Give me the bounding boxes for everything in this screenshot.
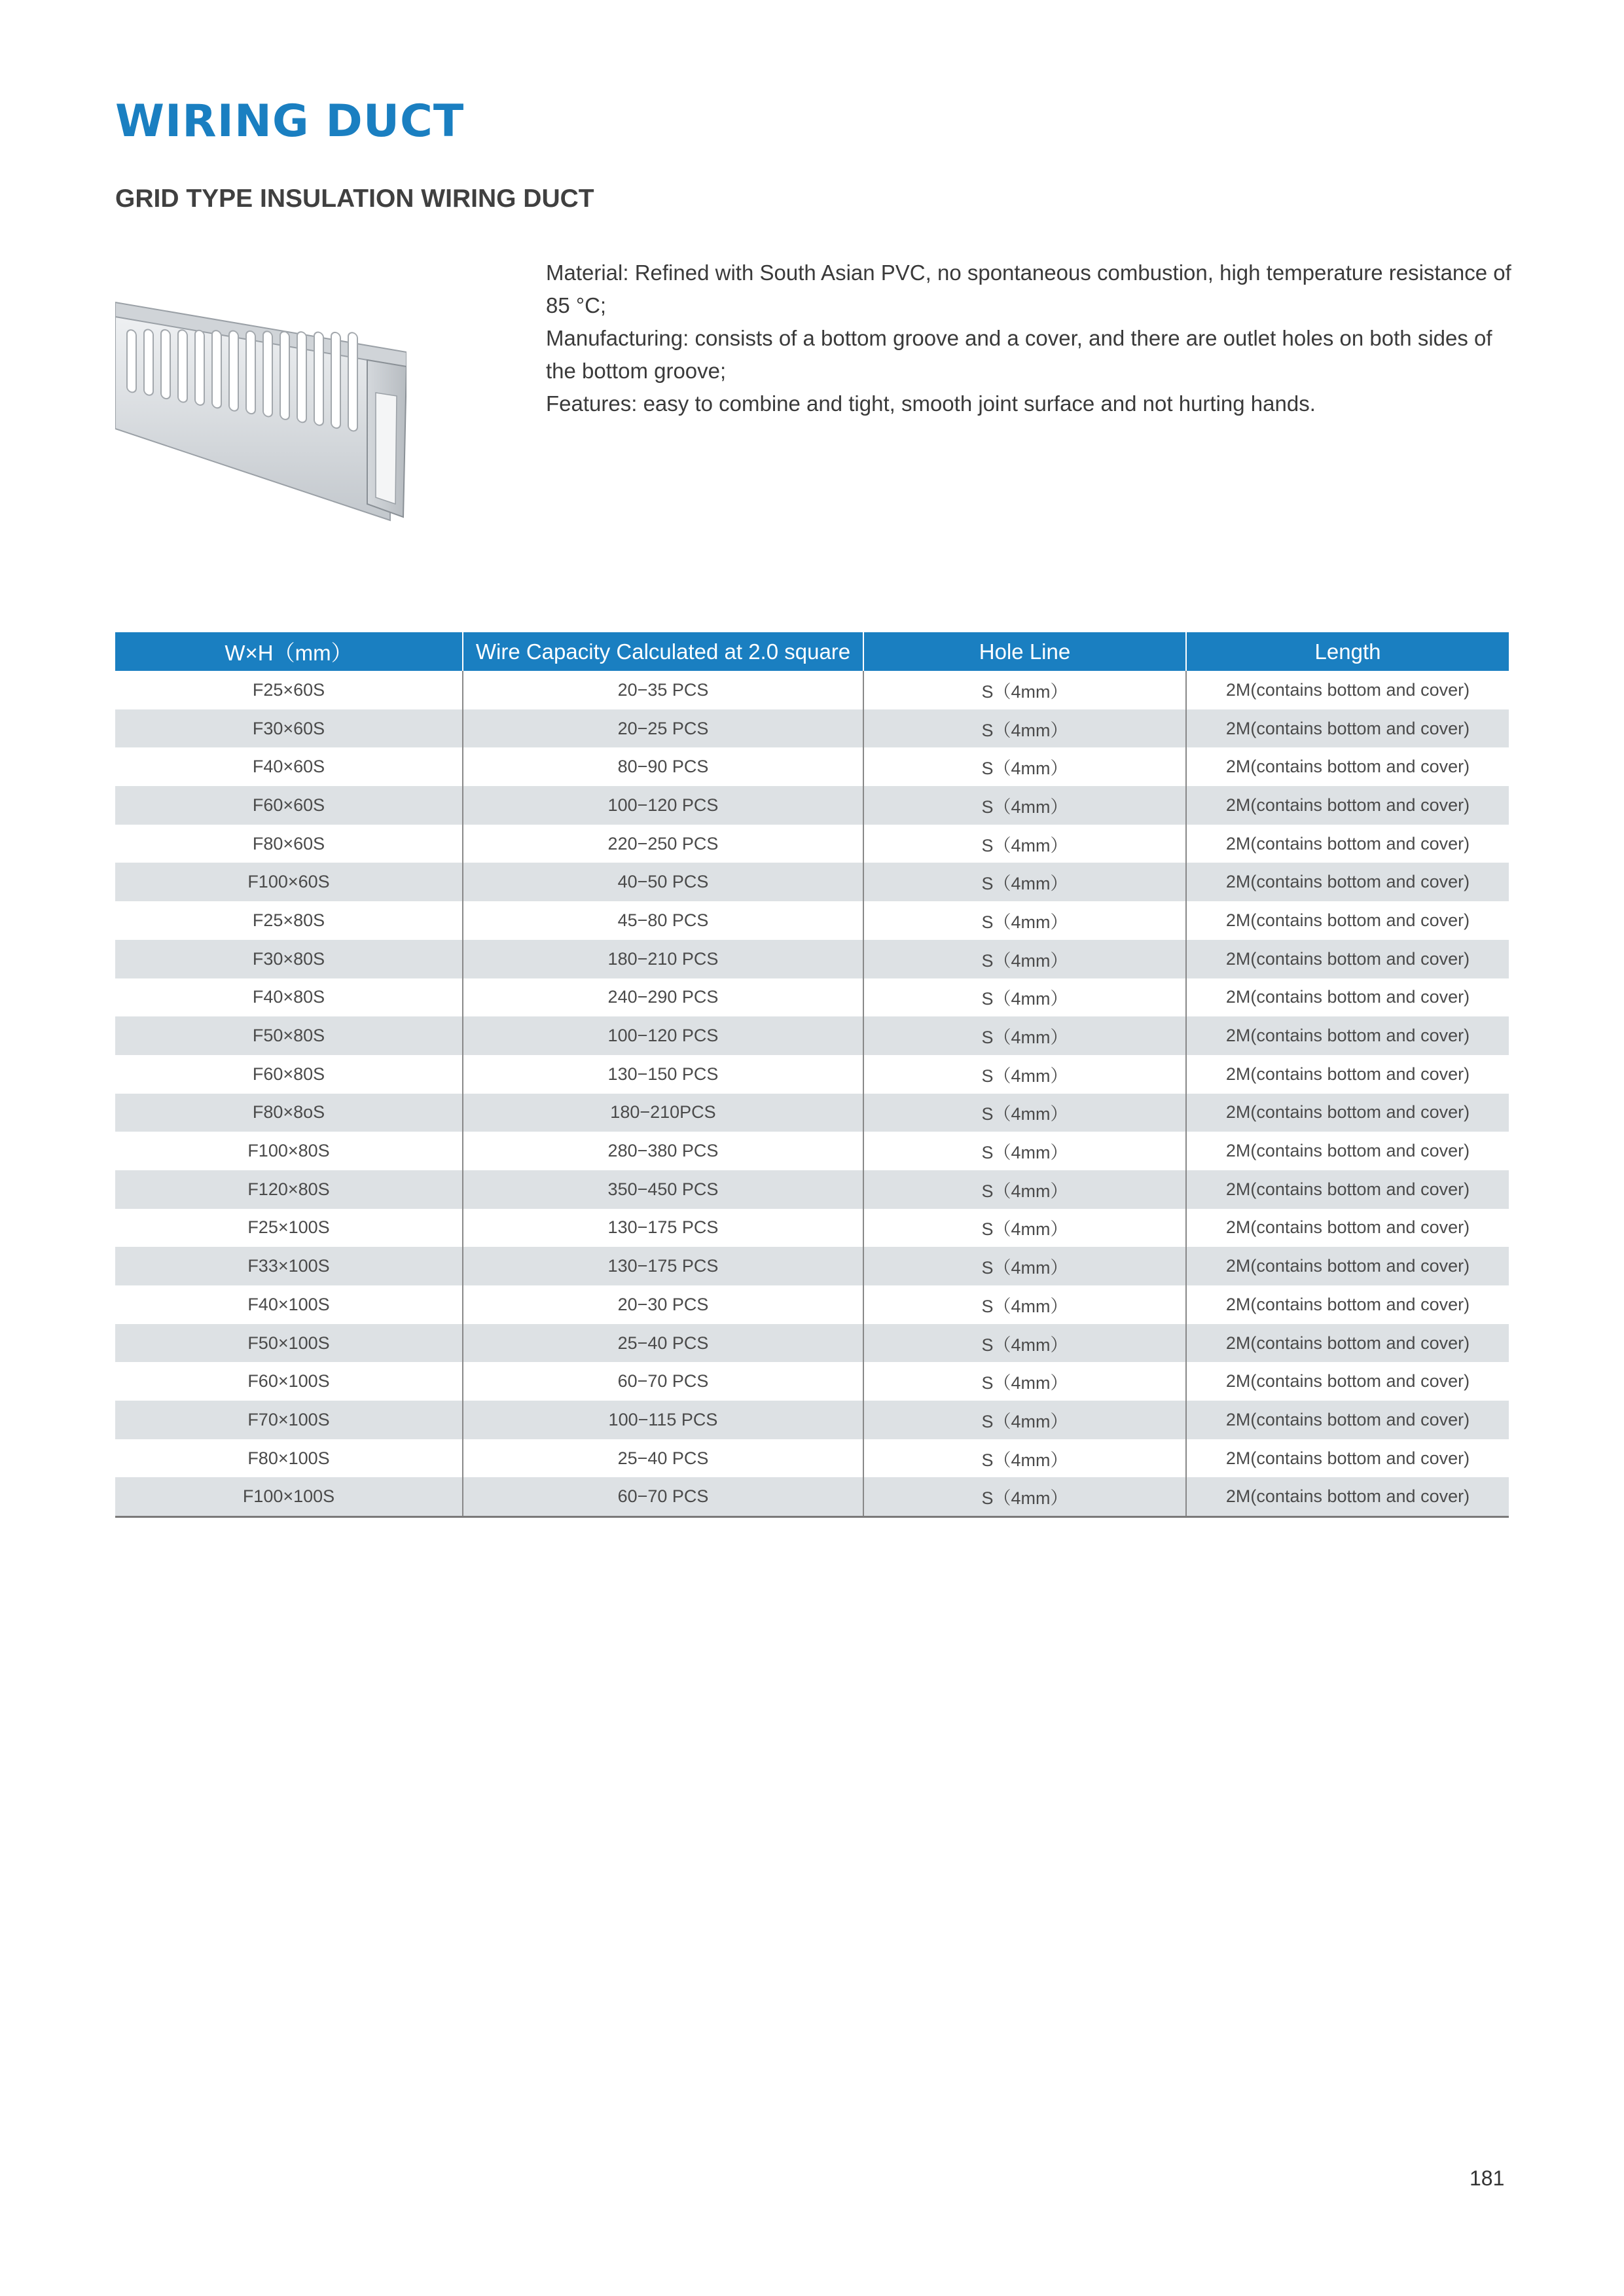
- cell-size: F80×100S: [247, 1448, 330, 1468]
- cell-length: 2M(contains bottom and cover): [1186, 747, 1509, 786]
- cell-wire-capacity: 180−210PCS: [463, 1094, 863, 1132]
- cell-hole-line: S（4mm）: [863, 1439, 1186, 1478]
- cell-size: F50×100S: [115, 1324, 463, 1363]
- cell-size: F30×80S: [115, 940, 463, 978]
- cell-wire-capacity: 100−120 PCS: [463, 786, 863, 825]
- cell-length: 2M(contains bottom and cover): [1186, 1209, 1509, 1247]
- cell-size: F40×60S: [252, 757, 325, 777]
- table-row: [115, 940, 1509, 978]
- cell-hole-line: S（4mm）: [863, 671, 1186, 709]
- cell-wire-capacity: 40−50 PCS: [463, 863, 863, 901]
- header-wire-capacity: Wire Capacity Calculated at 2.0 square: [463, 632, 863, 671]
- cell-size: F80×60S: [252, 833, 325, 853]
- table-row: [115, 1094, 1509, 1132]
- wiring-duct-image: [115, 288, 406, 524]
- cell-hole-line: S（4mm）: [863, 1094, 1186, 1132]
- cell-size: F100×60S: [115, 863, 463, 901]
- cell-wire-capacity: 100−115 PCS: [463, 1401, 863, 1439]
- cell-length: 2M(contains bottom and cover): [1186, 940, 1509, 978]
- cell-wire-capacity: 130−175 PCS: [463, 1247, 863, 1285]
- table-row: [115, 1209, 1509, 1247]
- table-row: [115, 1016, 1509, 1055]
- cell-wire-capacity: 240−290 PCS: [463, 978, 863, 1017]
- table-row: [115, 1055, 1509, 1094]
- table-row: [115, 863, 1509, 901]
- table-row: [115, 825, 1509, 863]
- cell-hole-line: S（4mm）: [863, 863, 1186, 901]
- cell-hole-line: S（4mm）: [863, 1362, 1186, 1401]
- material-text: Material: Refined with South Asian PVC, no spontaneous combustion, high temperature resistance of 85 °C;: [546, 260, 1511, 317]
- cell-wire-capacity: 130−150 PCS: [463, 1055, 863, 1094]
- cell-length: 2M(contains bottom and cover): [1186, 1401, 1509, 1439]
- cell-size: F80×8oS: [115, 1094, 463, 1132]
- cell-size: F40×100S: [247, 1294, 330, 1314]
- cell-wire-capacity: 25−40 PCS: [463, 1324, 863, 1363]
- cell-wire-capacity: 20−30 PCS: [463, 1285, 863, 1324]
- cell-size: F100×100S: [115, 1477, 463, 1516]
- cell-length: 2M(contains bottom and cover): [1186, 1362, 1509, 1401]
- cell-hole-line: S（4mm）: [863, 1209, 1186, 1247]
- cell-hole-line: S（4mm）: [863, 978, 1186, 1017]
- table-row: [115, 1439, 1509, 1478]
- header-size: W×H（mm）: [115, 632, 463, 671]
- table-row: [115, 1324, 1509, 1363]
- cell-wire-capacity: 130−175 PCS: [463, 1209, 863, 1247]
- cell-size: F33×100S: [115, 1247, 463, 1285]
- table-row: [115, 709, 1509, 748]
- cell-size: F25×80S: [252, 910, 325, 930]
- cell-wire-capacity: 25−40 PCS: [463, 1439, 863, 1478]
- cell-hole-line: S（4mm）: [863, 825, 1186, 863]
- cell-hole-line: S（4mm）: [863, 1247, 1186, 1285]
- cell-length: 2M(contains bottom and cover): [1186, 1016, 1509, 1055]
- cell-length: 2M(contains bottom and cover): [1186, 1477, 1509, 1516]
- cell-size: F30×60S: [115, 709, 463, 748]
- cell-wire-capacity: 20−35 PCS: [463, 671, 863, 709]
- cell-wire-capacity: 80−90 PCS: [463, 747, 863, 786]
- manufacturing-text: Manufacturing: consists of a bottom groove and a cover, and there are outlet holes on both sides of the bottom groove;: [546, 326, 1492, 383]
- cell-size: F60×100S: [247, 1371, 330, 1391]
- cell-length: 2M(contains bottom and cover): [1186, 825, 1509, 863]
- cell-wire-capacity: 280−380 PCS: [463, 1132, 863, 1170]
- cell-size: F40×80S: [252, 987, 325, 1007]
- cell-wire-capacity: 100−120 PCS: [463, 1016, 863, 1055]
- cell-length: 2M(contains bottom and cover): [1186, 1094, 1509, 1132]
- table-row: [115, 1132, 1509, 1170]
- cell-hole-line: S（4mm）: [863, 1132, 1186, 1170]
- table-row: [115, 1170, 1509, 1209]
- cell-wire-capacity: 20−25 PCS: [463, 709, 863, 748]
- cell-hole-line: S（4mm）: [863, 747, 1186, 786]
- cell-hole-line: S（4mm）: [863, 1477, 1186, 1516]
- cell-length: 2M(contains bottom and cover): [1186, 1439, 1509, 1478]
- cell-size: F120×80S: [115, 1170, 463, 1209]
- table-row: [115, 901, 1509, 940]
- cell-hole-line: S（4mm）: [863, 1016, 1186, 1055]
- cell-wire-capacity: 180−210 PCS: [463, 940, 863, 978]
- cell-wire-capacity: 350−450 PCS: [463, 1170, 863, 1209]
- cell-length: 2M(contains bottom and cover): [1186, 1285, 1509, 1324]
- table-row: [115, 1362, 1509, 1401]
- features-text: Features: easy to combine and tight, smooth joint surface and not hurting hands.: [546, 391, 1316, 416]
- cell-hole-line: S（4mm）: [863, 1401, 1186, 1439]
- table-body: [115, 671, 1509, 1517]
- cell-hole-line: S（4mm）: [863, 1170, 1186, 1209]
- cell-wire-capacity: 60−70 PCS: [463, 1362, 863, 1401]
- cell-length: 2M(contains bottom and cover): [1186, 863, 1509, 901]
- cell-length: 2M(contains bottom and cover): [1186, 1132, 1509, 1170]
- table-row: [115, 1477, 1509, 1516]
- spec-table: [115, 632, 1509, 1518]
- table-header-row: [115, 632, 1509, 671]
- table-row: [115, 1401, 1509, 1439]
- cell-length: 2M(contains bottom and cover): [1186, 901, 1509, 940]
- table-row: [115, 1247, 1509, 1285]
- table-row: [115, 978, 1509, 1017]
- page-title: WIRING DUCT: [115, 96, 465, 147]
- cell-size: F25×60S: [252, 679, 325, 700]
- cell-length: 2M(contains bottom and cover): [1186, 1247, 1509, 1285]
- header-hole-line: Hole Line: [863, 632, 1186, 671]
- table-row: [115, 671, 1509, 709]
- cell-size: F60×80S: [252, 1064, 325, 1084]
- cell-wire-capacity: 60−70 PCS: [463, 1477, 863, 1516]
- cell-hole-line: S（4mm）: [863, 940, 1186, 978]
- cell-size: F60×60S: [115, 786, 463, 825]
- cell-size: F25×100S: [247, 1217, 330, 1238]
- cell-hole-line: S（4mm）: [863, 901, 1186, 940]
- section-subtitle: GRID TYPE INSULATION WIRING DUCT: [115, 185, 594, 213]
- cell-length: 2M(contains bottom and cover): [1186, 671, 1509, 709]
- cell-length: 2M(contains bottom and cover): [1186, 1170, 1509, 1209]
- cell-size: F100×80S: [247, 1141, 330, 1161]
- cell-hole-line: S（4mm）: [863, 1055, 1186, 1094]
- cell-hole-line: S（4mm）: [863, 1285, 1186, 1324]
- cell-length: 2M(contains bottom and cover): [1186, 1324, 1509, 1363]
- product-description: [546, 257, 1515, 420]
- cell-length: 2M(contains bottom and cover): [1186, 786, 1509, 825]
- cell-wire-capacity: 220−250 PCS: [463, 825, 863, 863]
- cell-hole-line: S（4mm）: [863, 709, 1186, 748]
- page-number: 181: [1470, 2166, 1505, 2190]
- cell-hole-line: S（4mm）: [863, 1324, 1186, 1363]
- table-row: [115, 747, 1509, 786]
- cell-hole-line: S（4mm）: [863, 786, 1186, 825]
- table-row: [115, 1285, 1509, 1324]
- cell-size: F70×100S: [115, 1401, 463, 1439]
- cell-length: 2M(contains bottom and cover): [1186, 978, 1509, 1017]
- cell-wire-capacity: 45−80 PCS: [463, 901, 863, 940]
- cell-size: F50×80S: [115, 1016, 463, 1055]
- header-length: Length: [1186, 632, 1509, 671]
- cell-length: 2M(contains bottom and cover): [1186, 709, 1509, 748]
- table-row: [115, 786, 1509, 825]
- cell-length: 2M(contains bottom and cover): [1186, 1055, 1509, 1094]
